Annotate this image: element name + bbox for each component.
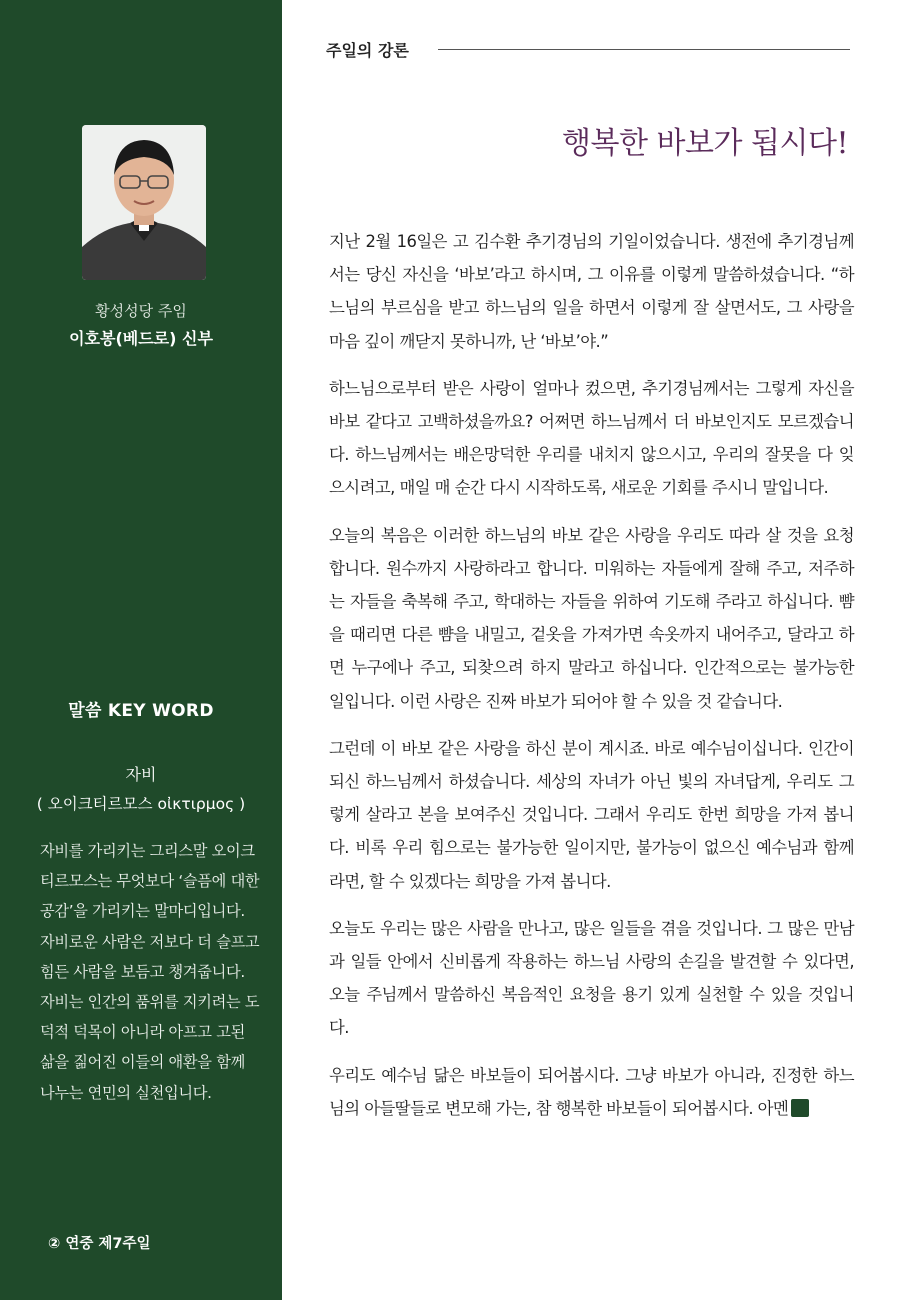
author-name: 이호봉(베드로) 신부	[69, 329, 213, 348]
closing-text: 우리도 예수님 닮은 바보들이 되어봅시다. 그냥 바보가 아니라, 진정한 하느님의 아들딸들로 변모해 가는, 참 행복한 바보들이 되어봅시다. 아멘	[329, 1065, 854, 1118]
keyword-heading: 말씀 KEY WORD	[68, 701, 214, 721]
keyword: 자비	[125, 765, 157, 784]
sidebar	[0, 0, 282, 1300]
keyword-transliteration: ( 오이크티르모스 οἰκτιρμος )	[36, 795, 246, 813]
header-divider	[438, 49, 850, 50]
article-body	[329, 225, 854, 1139]
article-title: 행복한 바보가 됩시다!	[562, 126, 848, 161]
article-paragraph: 하느님으로부터 받은 사랑이 얼마나 컸으면, 추기경님께서는 그렇게 자신을 바보 같다고 고백하셨을까요? 어쩌면 하느님께서 더 바보인지도 모르겠습니다. 하느님께서는 배은망덕한 우리를 내치지 않으시고, 우리의 잘못을 다 잊으시려고, 매일 매 순간 다시 시작하도록, 새로운 기회를 주시니 말입니다.	[329, 378, 854, 498]
section-header: 주일의 강론	[326, 41, 409, 60]
liturgical-week-note: ② 연중 제7주일	[48, 1236, 151, 1252]
end-mark-icon	[791, 1099, 809, 1117]
article-paragraph: 지난 2월 16일은 고 김수환 추기경님의 기일이었습니다. 생전에 추기경님께서는 당신 자신을 ‘바보’라고 하시며, 그 이유를 이렇게 말씀하셨습니다. “하느님의 부르심을 받고 하느님의 일을 하면서 이렇게 잘 살면서도, 그 사랑을 마음 깊이 깨닫지 못하니까, 난 ‘바보’야.”	[329, 232, 854, 351]
priest-portrait-image	[82, 125, 206, 280]
article-paragraph: 그런데 이 바보 같은 사랑을 하신 분이 계시죠. 바로 예수님이십니다. 인간이 되신 하느님께서 하셨습니다. 세상의 자녀가 아닌 빛의 자녀답게, 우리도 그렇게 살라고 본을 보여주신 것입니다. 그래서 우리도 한번 희망을 가져 봅니다. 비록 우리 힘으로는 불가능한 일이지만, 불가능이 없으신 예수님과 함께라면, 할 수 있겠다는 희망을 가져 봅니다.	[329, 738, 854, 891]
keyword-description: 자비를 가리키는 그리스말 오이크티르모스는 무엇보다 ‘슬픔에 대한 공감’을 가리키는 말마디입니다. 자비로운 사람은 저보다 더 슬프고 힘든 사람을 보듬고 챙겨줍니다. 자비는 인간의 품위를 지키려는 도덕적 덕목이 아니라 아프고 고된 삶을 짊어진 이들의 애환을 함께 나누는 연민의 실천입니다.	[40, 842, 260, 1102]
article-paragraph: 오늘도 우리는 많은 사람을 만나고, 많은 일들을 겪을 것입니다. 그 많은 만남과 일들 안에서 신비롭게 작용하는 하느님 사랑의 손길을 발견할 수 있다면, 오늘 주님께서 말씀하신 복음적인 요청을 용기 있게 실천할 수 있을 것입니다.	[329, 918, 854, 1038]
author-role: 황성성당 주임	[95, 302, 187, 320]
article-paragraph-last	[329, 1059, 854, 1125]
article-paragraph: 오늘의 복음은 이러한 하느님의 바보 같은 사랑을 우리도 따라 살 것을 요청합니다. 원수까지 사랑하라고 합니다. 미워하는 자들에게 잘해 주고, 저주하는 자들을 축복해 주고, 학대하는 자들을 위하여 기도해 주라고 하십니다. 뺨을 때리면 다른 뺨을 내밀고, 겉옷을 가져가면 속옷까지 내어주고, 달라고 하면 누구에나 주고, 되찾으려 하지 말라고 하십니다. 인간적으로는 불가능한 일입니다. 이런 사랑은 진짜 바보가 되어야 할 수 있을 것 같습니다.	[329, 525, 854, 711]
author-portrait	[82, 125, 206, 280]
